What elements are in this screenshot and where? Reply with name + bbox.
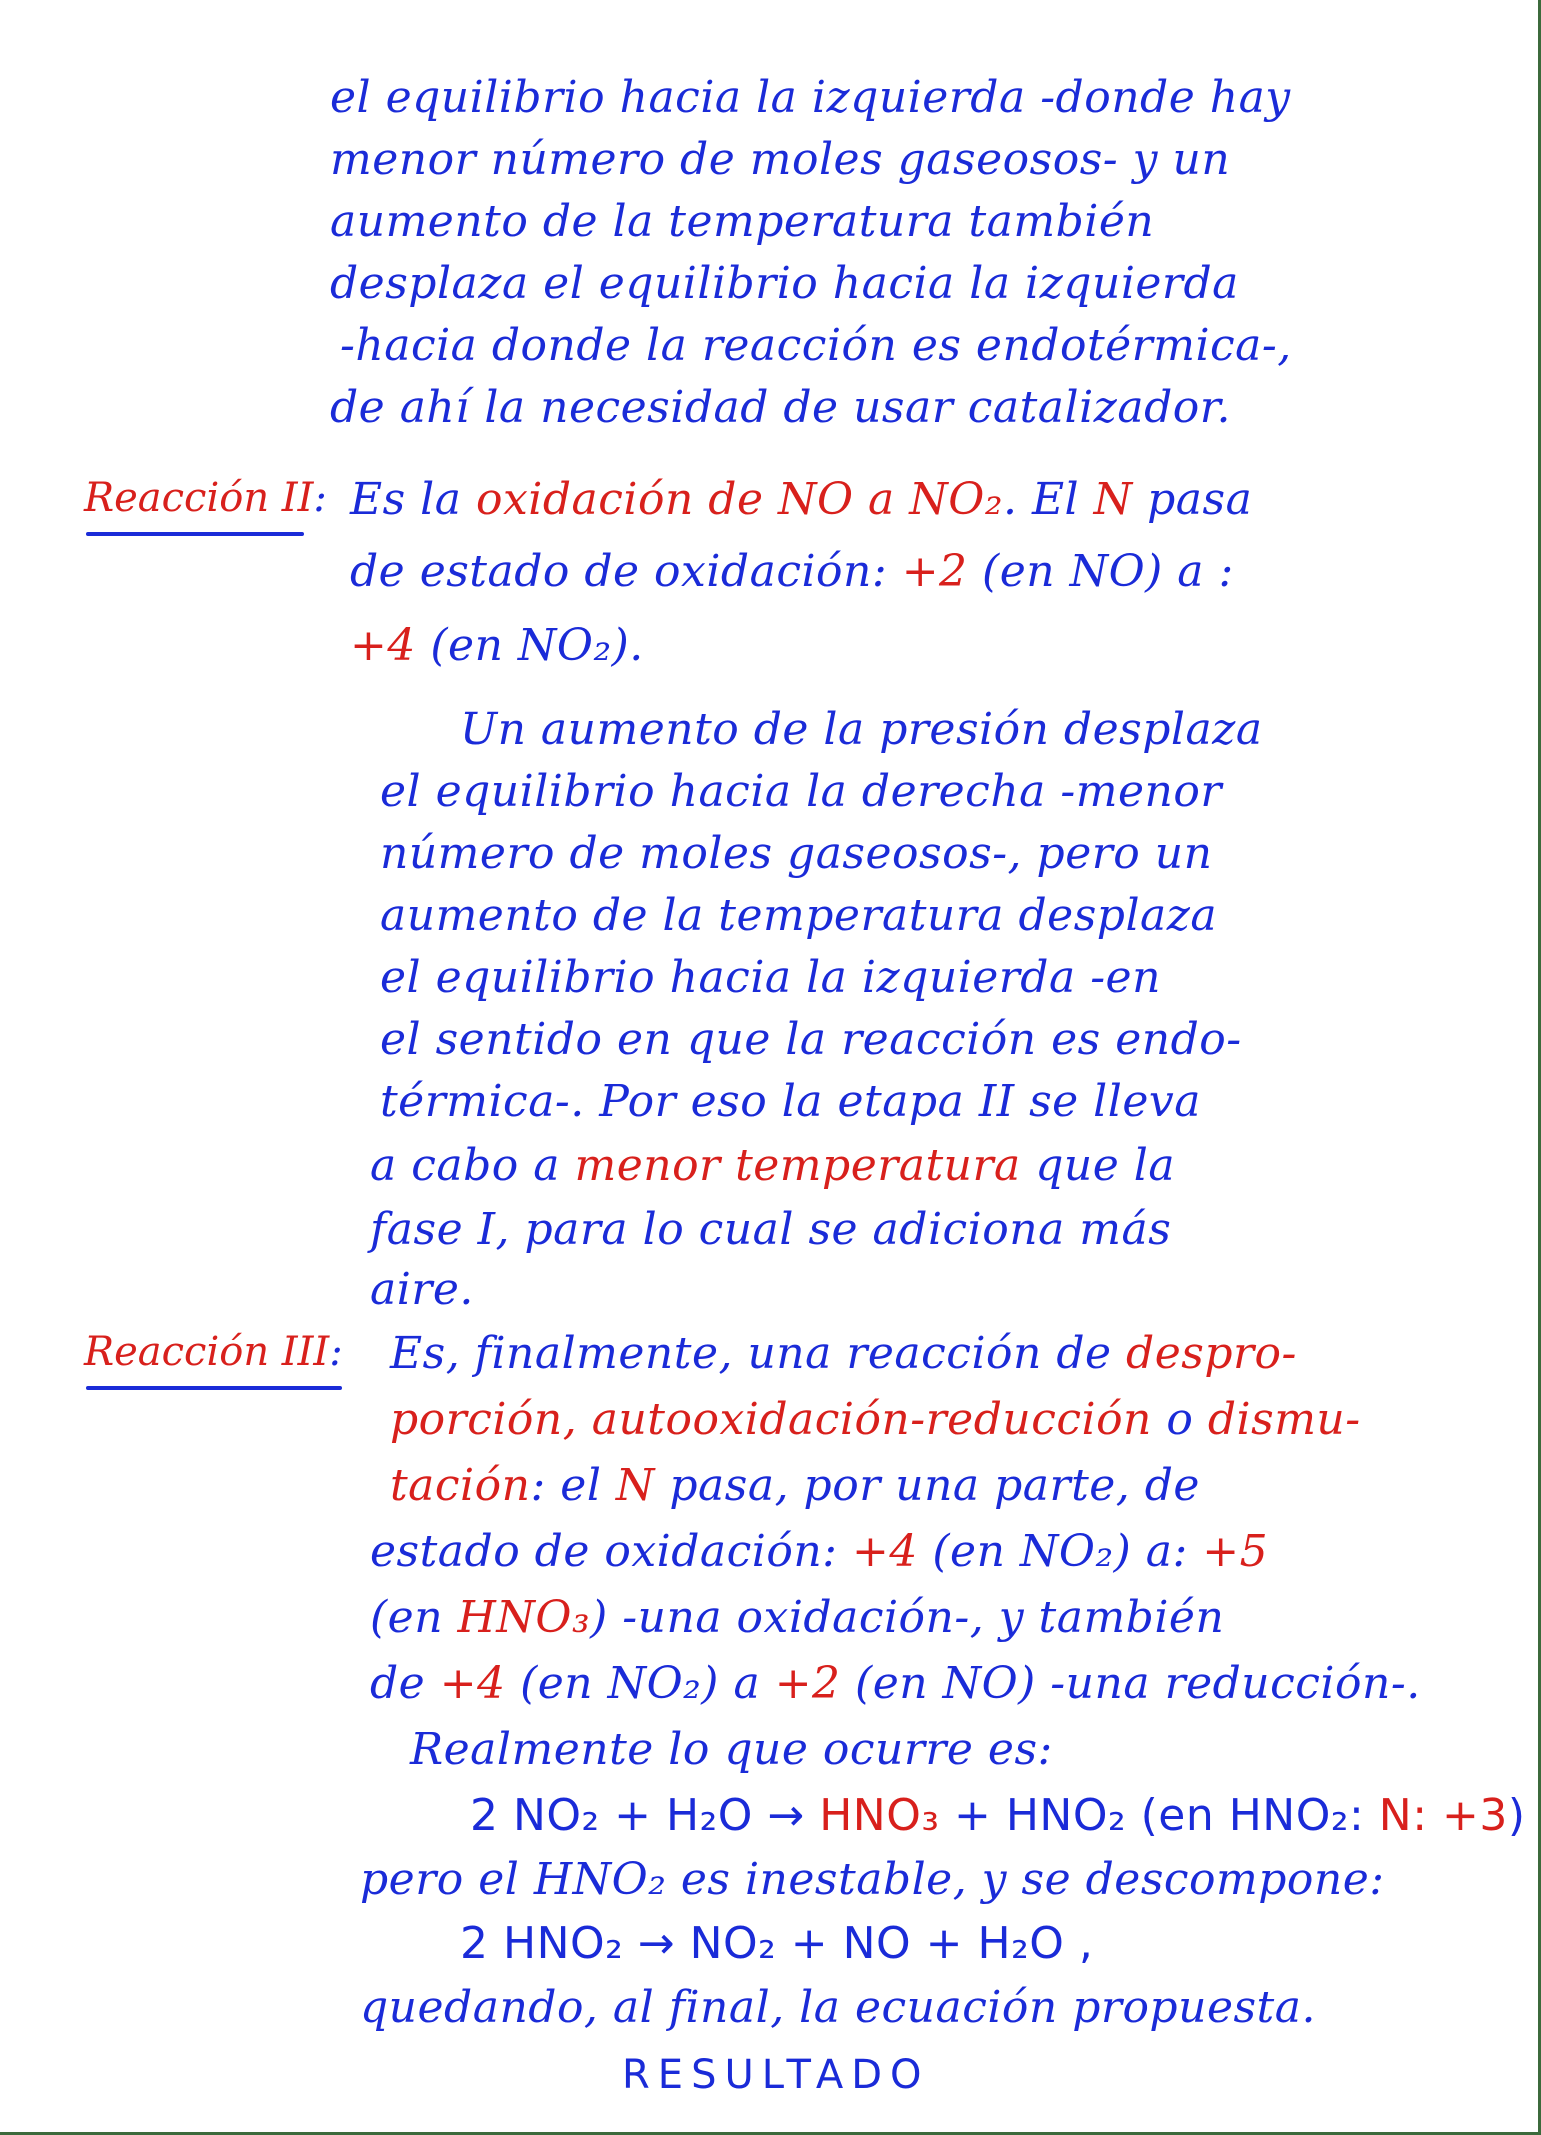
r3-l3d: pasa, por una parte, de: [654, 1460, 1200, 1511]
r3-l3c: N: [615, 1460, 655, 1511]
r3-l6c: (en NO₂) a: [505, 1658, 775, 1709]
reaction-2-paragraph-3: número de moles gaseosos-, pero un: [380, 828, 1213, 879]
eq1-b: HNO₃: [819, 1790, 940, 1841]
intro-line-6: de ahí la necesidad de usar catalizador.: [330, 382, 1231, 433]
r3-l4a: estado de oxidación:: [370, 1526, 852, 1577]
reaction-2-underline: [86, 532, 304, 536]
reaction-2-paragraph-7: térmica-. Por eso la etapa II se lleva: [380, 1076, 1201, 1127]
reaction-3-line-6: [370, 1652, 1421, 1716]
r2-l1e: pasa: [1132, 474, 1253, 525]
r3-l6a: de: [370, 1658, 440, 1709]
r3-l1a: Es, finalmente, una reacción de: [390, 1328, 1127, 1379]
reaction-2-line-3: [350, 614, 644, 678]
r2-p8b: menor temperatura: [574, 1140, 1021, 1191]
r3-l1b: despro-: [1126, 1328, 1297, 1379]
result-heading: RESULTADO: [622, 2052, 930, 2098]
r2-l3a: +4: [350, 620, 416, 671]
reaction-2-line-1: [350, 468, 1252, 532]
r3-l3b: : el: [530, 1460, 616, 1511]
eq1-c: + HNO₂ (en HNO₂:: [939, 1790, 1379, 1841]
r3-l2c: dismu-: [1207, 1394, 1361, 1445]
r2-l2b: +2: [901, 546, 968, 597]
reaction-2-label-text: Reacción II: [84, 475, 314, 521]
r3-l2b: o: [1151, 1394, 1208, 1445]
r2-l1c: . El: [1002, 474, 1094, 525]
equation-2: 2 HNO₂ → NO₂ + NO + H₂O ,: [460, 1918, 1094, 1969]
equation-1: [470, 1784, 1526, 1848]
reaction-3-line-3: [390, 1454, 1200, 1518]
reaction-2-paragraph-1: Un aumento de la presión desplaza: [460, 704, 1263, 755]
r2-l1a: Es la: [350, 474, 476, 525]
r3-l4b: +4: [852, 1526, 918, 1577]
reaction-3-line-1: [390, 1322, 1297, 1386]
reaction-2-paragraph-6: el sentido en que la reacción es endo-: [380, 1014, 1242, 1065]
intro-line-3: aumento de la temperatura también: [330, 196, 1155, 247]
r2-p8c: que la: [1020, 1140, 1176, 1191]
reaction-3-line-4: [370, 1520, 1268, 1584]
r2-l2a: de estado de oxidación:: [350, 546, 902, 597]
r3-l4c: (en NO₂) a:: [917, 1526, 1203, 1577]
r2-p8a: a cabo a: [370, 1140, 575, 1191]
r2-l1b: oxidación de NO a NO₂: [475, 474, 1003, 525]
reaction-3-underline: [86, 1386, 342, 1390]
reaction-2-line-2: [350, 540, 1234, 604]
r3-l6d: +2: [774, 1658, 841, 1709]
r3-l5a: (en: [370, 1592, 458, 1643]
reaction-2-paragraph-8: [370, 1134, 1175, 1198]
r2-l2c: (en NO) a :: [967, 546, 1234, 597]
reaction-2-label: [84, 470, 327, 526]
reaction-3-line-8: pero el HNO₂ es inestable, y se descompone:: [360, 1854, 1385, 1905]
r3-l2a: porción, autooxidación-reducción: [390, 1394, 1152, 1445]
reaction-3-line-5: [370, 1586, 1224, 1650]
eq1-a: 2 NO₂ + H₂O →: [470, 1790, 820, 1841]
reaction-3-colon: :: [329, 1329, 343, 1375]
reaction-2-paragraph-9: fase I, para lo cual se adiciona más: [370, 1204, 1172, 1255]
r2-l1d: N: [1093, 474, 1133, 525]
intro-line-4: desplaza el equilibrio hacia la izquierda: [330, 258, 1239, 309]
reaction-2-paragraph-5: el equilibrio hacia la izquierda -en: [380, 952, 1161, 1003]
reaction-3-line-2: [390, 1388, 1361, 1452]
r3-l5b: HNO₃: [457, 1592, 591, 1643]
r3-l5c: ) -una oxidación-, y también: [590, 1592, 1225, 1643]
r3-l3a: tación: [390, 1460, 531, 1511]
reaction-3-line-7: Realmente lo que ocurre es:: [410, 1724, 1053, 1775]
r3-l6b: +4: [439, 1658, 506, 1709]
reaction-2-colon: :: [313, 475, 327, 521]
eq1-d: N: +3: [1378, 1790, 1508, 1841]
intro-line-5: -hacia donde la reacción es endotérmica-,: [340, 320, 1292, 371]
intro-line-2: menor número de moles gaseosos- y un: [330, 134, 1231, 185]
reaction-2-paragraph-2: el equilibrio hacia la derecha -menor: [380, 766, 1222, 817]
r3-l6e: (en NO) -una reducción-.: [840, 1658, 1421, 1709]
r3-l4d: +5: [1202, 1526, 1269, 1577]
reaction-3-line-9: quedando, al final, la ecuación propuesta.: [360, 1982, 1316, 2033]
reaction-3-label-text: Reacción III: [84, 1329, 330, 1375]
intro-line-1: el equilibrio hacia la izquierda -donde hay: [330, 72, 1291, 123]
reaction-2-paragraph-4: aumento de la temperatura desplaza: [380, 890, 1218, 941]
reaction-3-label: [84, 1324, 343, 1380]
eq1-e: ): [1507, 1790, 1526, 1841]
r2-l3b: (en NO₂).: [415, 620, 644, 671]
reaction-2-paragraph-10: aire.: [370, 1264, 474, 1315]
